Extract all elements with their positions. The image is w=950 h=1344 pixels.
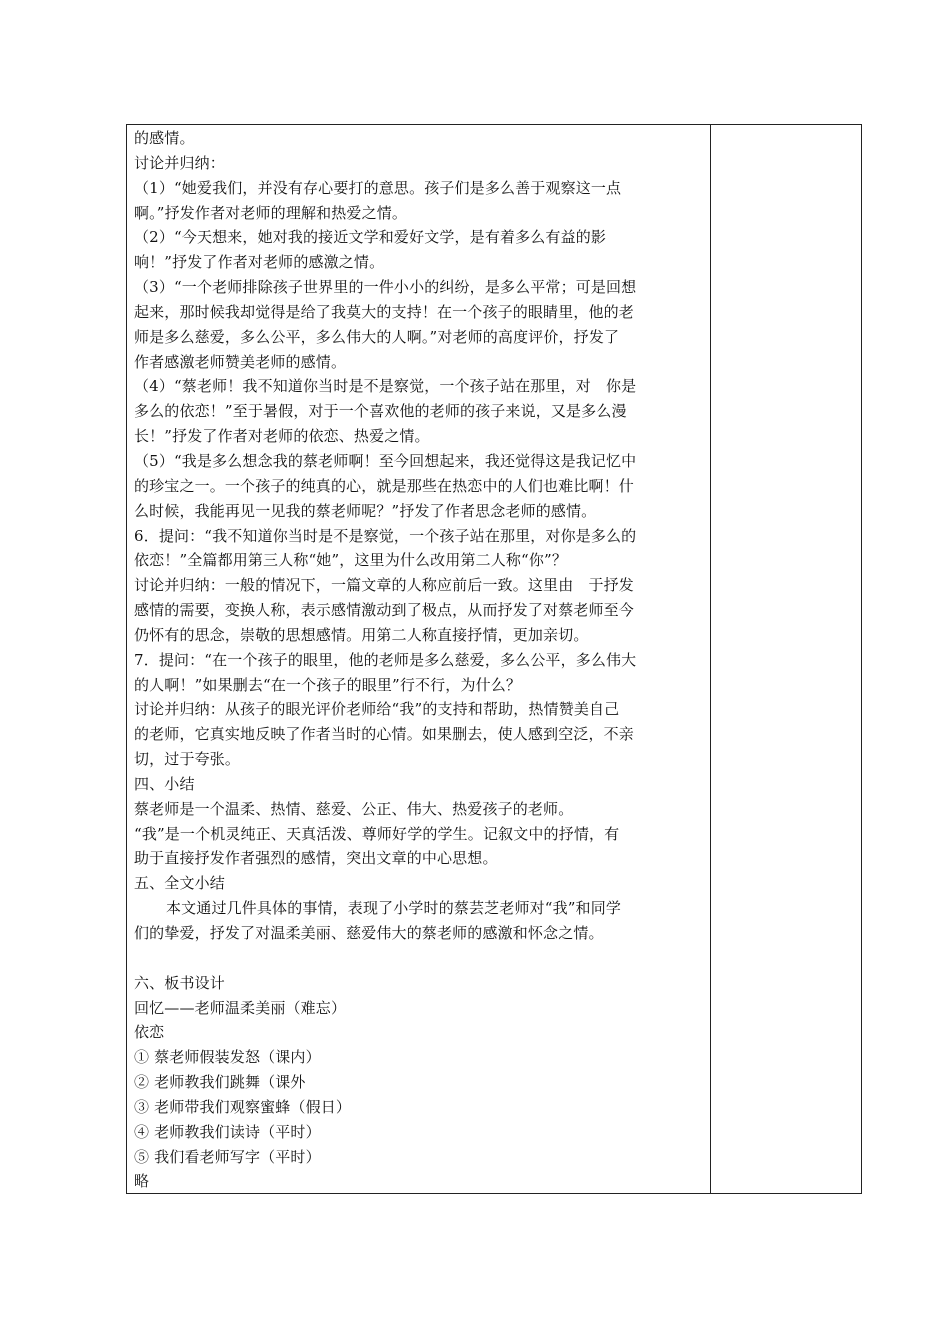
list-item: ④ 老师教我们读诗（平时）	[134, 1122, 321, 1141]
text-line: 作者感激老师赞美老师的感情。	[134, 352, 347, 371]
blank-line	[134, 946, 704, 971]
text-line: “我”是一个机灵纯正、天真活泼、尊师好学的学生。记叙文中的抒情，有	[134, 824, 620, 843]
text-line: 依恋！”全篇都用第三人称“她”，这里为什么改用第二人称“你”？	[134, 551, 567, 570]
text-line: 蔡老师是一个温柔、热情、慈爱、公正、伟大、热爱孩子的老师。	[134, 799, 574, 818]
text-line: 们的挚爱，抒发了对温柔美丽、慈爱伟大的蔡老师的感激和怀念之情。	[134, 924, 604, 942]
list-item: ② 老师教我们跳舞（课外	[134, 1073, 306, 1092]
section-heading: 五、全文小结	[134, 874, 225, 893]
text-line: 多么的依恋！”至于暑假，对于一个喜欢他的老师的孩子来说，又是多么漫	[134, 402, 627, 421]
text-line: 起来，那时候我却觉得是给了我莫大的支持！在一个孩子的眼睛里，他的老	[134, 302, 634, 321]
list-item: ⑤ 我们看老师写字（平时）	[134, 1147, 321, 1166]
text-line: 切，过于夸张。	[134, 750, 241, 769]
text-line: 师是多么慈爱，多么公平，多么伟大的人啊。”对老师的高度评价，抒发了	[134, 327, 620, 346]
text-line: （4）“蔡老师！我不知道你当时是不是察觉，一个孩子站在那里，对 你是	[134, 377, 637, 396]
text-line: 讨论并归纳：从孩子的眼光评价老师给“我”的支持和帮助，热情赞美自己	[134, 700, 620, 719]
text-line: 的感情。	[134, 129, 195, 147]
text-line: （1）“她爱我们，并没有存心要打的意思。孩子们是多么善于观察这一点	[134, 178, 622, 197]
text-line: 略	[134, 1172, 150, 1191]
text-line: （3）“一个老师排除孩子世界里的一件小小的纠纷，是多么平常；可是回想	[134, 278, 637, 297]
text-line: 么时候，我能再见一见我的蔡老师呢？”抒发了作者思念老师的感情。	[134, 501, 597, 520]
list-item: ③ 老师带我们观察蜜蜂（假日）	[134, 1097, 352, 1116]
text-line: （5）“我是多么想念我的蔡老师啊！至今回想起来，我还觉得这是我记忆中	[134, 451, 637, 470]
lesson-table	[126, 124, 862, 1194]
text-line: 6．提问：“我不知道你当时是不是察觉，一个孩子站在那里，对你是多么的	[134, 526, 637, 545]
text-line: 的珍宝之一。一个孩子的纯真的心，就是那些在热恋中的人们也难比啊！什	[134, 476, 634, 495]
section-heading: 六、板书设计	[134, 973, 225, 992]
text-line: 依恋	[134, 1023, 165, 1042]
text-line: 响！”抒发了作者对老师的感激之情。	[134, 253, 385, 272]
text-line: 7．提问：“在一个孩子的眼里，他的老师是多么慈爱，多么公平，多么伟大	[134, 650, 637, 669]
text-line: 讨论并归纳：一般的情况下，一篇文章的人称应前后一致。这里由 于抒发	[134, 576, 634, 595]
text-line: 的老师，它真实地反映了作者当时的心情。如果删去，使人感到空泛，不亲	[134, 725, 634, 744]
text-line: 啊。”抒发作者对老师的理解和热爱之情。	[134, 203, 408, 222]
notes-cell	[711, 125, 861, 1193]
text-line: 回忆——老师温柔美丽（难忘）	[134, 998, 347, 1017]
list-item: ① 蔡老师假装发怒（课内）	[134, 1048, 321, 1067]
text-line: 助于直接抒发作者强烈的感情，突出文章的中心思想。	[134, 849, 498, 868]
main-content-cell	[127, 125, 711, 1193]
text-line: 本文通过几件具体的事情，表现了小学时的蔡芸芝老师对“我”和同学	[166, 899, 621, 918]
text-line: 仍怀有的思念，崇敬的思想感情。用第二人称直接抒情，更加亲切。	[134, 625, 589, 644]
text-line: 讨论并归纳：	[134, 153, 225, 172]
text-line: 的人啊！”如果删去“在一个孩子的眼里”行不行，为什么？	[134, 675, 522, 694]
text-line: 长！”抒发了作者对老师的依恋、热爱之情。	[134, 427, 430, 446]
text-line: 感情的需要，变换人称，表示感情激动到了极点，从而抒发了对蔡老师至今	[134, 601, 634, 620]
text-line: （2）“今天想来，她对我的接近文学和爱好文学，是有着多么有益的影	[134, 228, 607, 247]
section-heading: 四、小结	[134, 774, 195, 793]
